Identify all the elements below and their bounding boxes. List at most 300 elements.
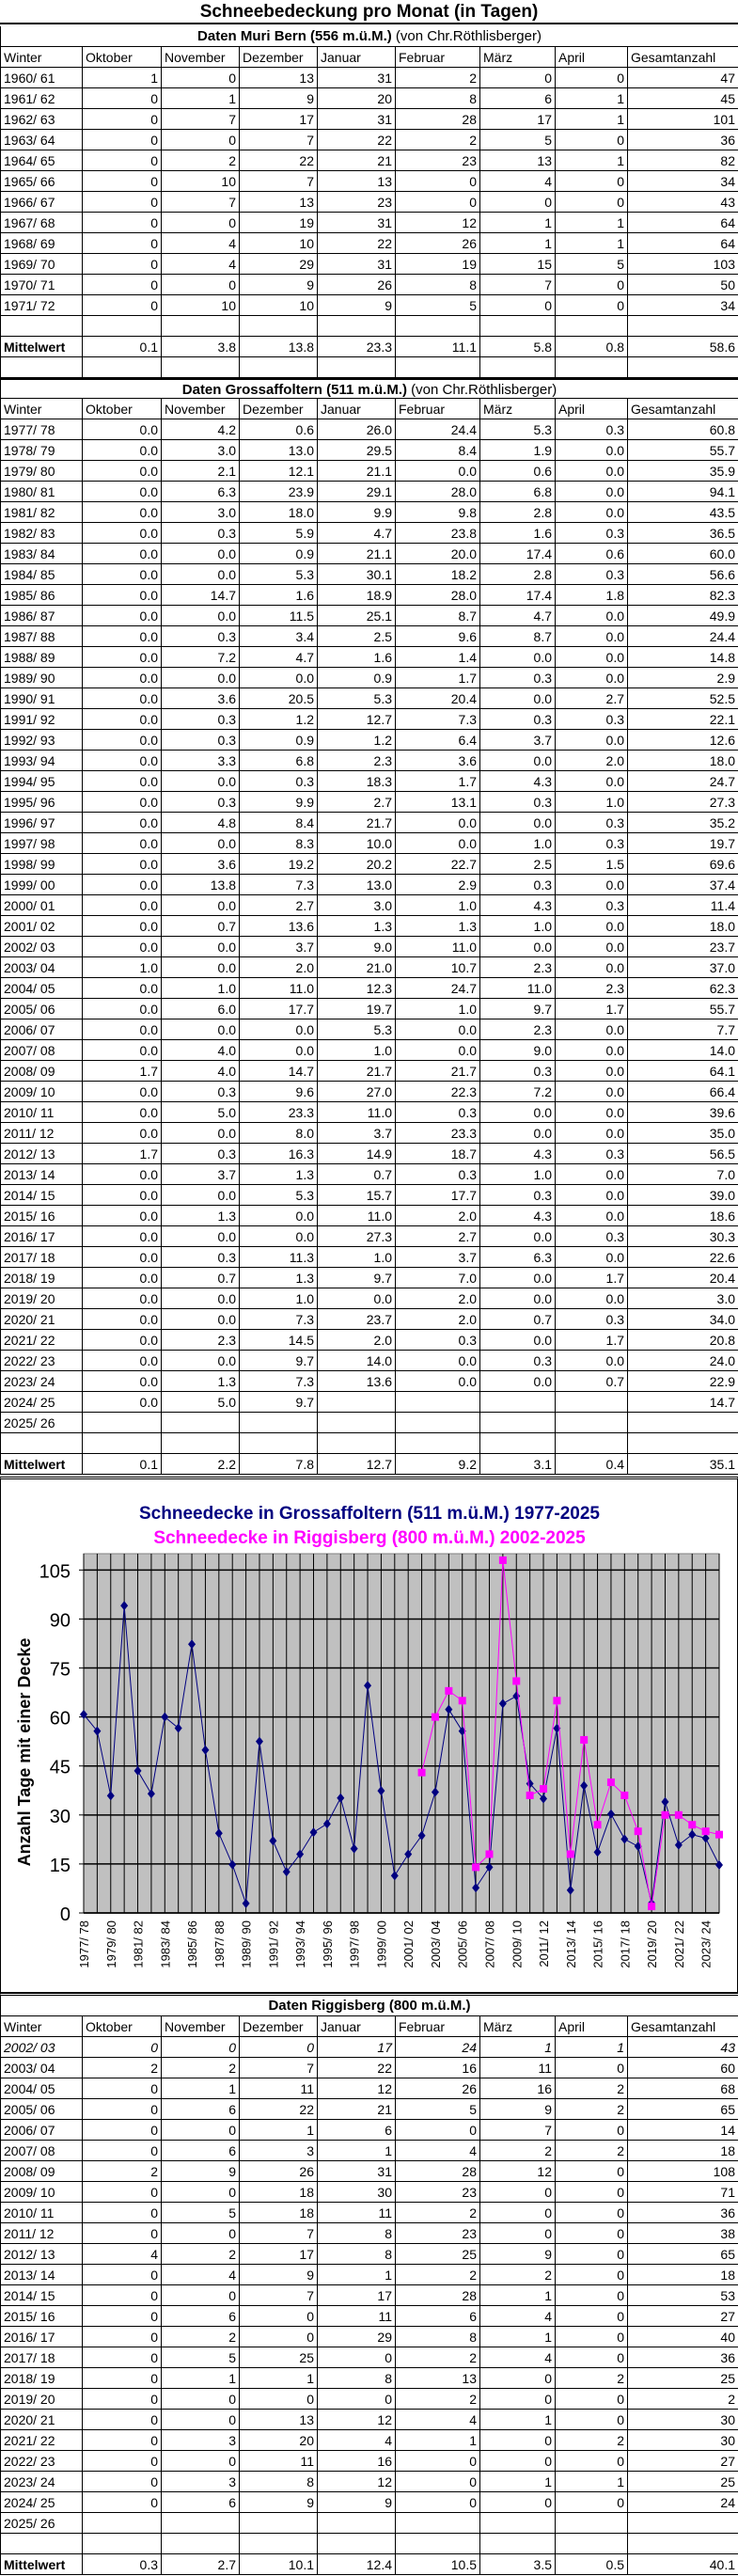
table-cell: 31 [318, 68, 396, 88]
table-cell: 7.7 [628, 1019, 738, 1040]
table-cell: 14.9 [318, 1144, 396, 1164]
table-cell: 0 [83, 2472, 162, 2492]
table-cell: 0.0 [556, 1185, 628, 1206]
table-cell [480, 2513, 556, 2534]
winter-label: 2015/ 16 [1, 1206, 83, 1226]
table-cell [240, 2513, 318, 2534]
table-cell: 2 [396, 130, 480, 150]
table-cell: 30.1 [318, 564, 396, 585]
table-cell: 17 [318, 2285, 396, 2306]
blank-cell [162, 357, 240, 378]
table-cell: 0 [162, 68, 240, 88]
table-cell: 11.5 [240, 606, 318, 626]
table-cell: 29 [318, 2327, 396, 2347]
blank-cell [318, 357, 396, 378]
column-header: Dezember [240, 399, 318, 419]
table-cell: 4 [480, 2306, 556, 2327]
table-cell: 1.0 [318, 1247, 396, 1268]
mean-value: 40.1 [628, 2554, 738, 2575]
y-axis-label: Anzahl Tage mit einer Decke [15, 1637, 34, 1867]
table-cell: 69.6 [628, 854, 738, 875]
table-cell: 1.6 [240, 585, 318, 606]
table-cell: 1.7 [556, 1268, 628, 1288]
winter-label: 1982/ 83 [1, 523, 83, 544]
blank-cell [556, 316, 628, 337]
table-cell: 0.0 [162, 668, 240, 688]
table-cell: 13 [240, 2410, 318, 2430]
blank-cell [1, 316, 83, 337]
table-cell: 7 [240, 2223, 318, 2244]
station-name: Daten Grossaffoltern (511 m.ü.M.) [181, 382, 407, 398]
column-header: November [162, 2016, 240, 2037]
table-cell: 11.3 [240, 1247, 318, 1268]
x-tick-label: 1979/ 80 [103, 1920, 118, 1968]
winter-label: 2000/ 01 [1, 895, 83, 916]
table-cell: 0.0 [556, 875, 628, 895]
table-cell: 0 [556, 2389, 628, 2410]
winter-label: 2005/ 06 [1, 999, 83, 1019]
table-cell: 0.3 [162, 1144, 240, 1164]
table-cell: 0.0 [83, 1123, 162, 1144]
winter-label: 2024/ 25 [1, 1392, 83, 1413]
table-cell: 7 [162, 109, 240, 130]
x-tick-label: 2023/ 24 [699, 1920, 714, 1968]
table-cell: 9.8 [396, 502, 480, 523]
x-tick-label: 2017/ 18 [618, 1920, 633, 1968]
table-cell: 1.0 [83, 957, 162, 978]
table-cell: 19 [396, 254, 480, 275]
table-cell: 4.3 [480, 771, 556, 792]
table-cell: 2 [83, 2058, 162, 2078]
mean-value: 10.5 [396, 2554, 480, 2575]
table-cell: 28 [396, 2161, 480, 2182]
winter-label: 2018/ 19 [1, 1268, 83, 1288]
table-cell: 0.0 [83, 999, 162, 1019]
table-cell: 3 [162, 2430, 240, 2451]
table-cell: 22 [318, 130, 396, 150]
winter-label: 1996/ 97 [1, 813, 83, 833]
table-cell: 5 [480, 130, 556, 150]
table-cell: 0.0 [162, 1288, 240, 1309]
table-cell: 9 [318, 295, 396, 316]
table-cell: 7.2 [162, 647, 240, 668]
table-cell: 1 [480, 233, 556, 254]
table-cell [83, 2513, 162, 2534]
table-cell: 0.0 [480, 1268, 556, 1288]
table-cell: 0.0 [83, 751, 162, 771]
table-cell: 0.0 [83, 875, 162, 895]
blank-cell [556, 1433, 628, 1454]
table-cell: 28.0 [396, 482, 480, 502]
table-cell: 1 [556, 233, 628, 254]
table-cell: 0 [556, 192, 628, 213]
table-cell: 52.5 [628, 688, 738, 709]
mean-value: 11.1 [396, 337, 480, 357]
table-cell: 0 [83, 2182, 162, 2203]
table-cell: 2.3 [556, 978, 628, 999]
table-cell: 0 [83, 2141, 162, 2161]
table-cell: 9.7 [240, 1351, 318, 1371]
table-cell: 0 [480, 2389, 556, 2410]
column-header: April [556, 399, 628, 419]
table-cell: 17.7 [396, 1185, 480, 1206]
table-cell: 0.6 [556, 544, 628, 564]
table-cell: 0.0 [83, 585, 162, 606]
table-cell: 0.0 [83, 978, 162, 999]
table-cell: 0.0 [556, 606, 628, 626]
blank-cell [396, 2534, 480, 2554]
table-cell: 18.9 [318, 585, 396, 606]
table-cell: 0.0 [162, 564, 240, 585]
data-point-riggisberg [459, 1697, 466, 1704]
winter-label: 1979/ 80 [1, 461, 83, 482]
column-header: Januar [318, 47, 396, 68]
column-header: Februar [396, 2016, 480, 2037]
table-cell: 0.0 [83, 1082, 162, 1102]
table-cell: 9.7 [318, 1268, 396, 1288]
table-cell: 37.0 [628, 957, 738, 978]
table-cell: 4 [162, 254, 240, 275]
table-cell: 0.0 [83, 626, 162, 647]
table-cell: 0.0 [396, 1040, 480, 1061]
table-cell: 1.0 [240, 1288, 318, 1309]
table-cell: 26 [396, 233, 480, 254]
table-cell: 0 [556, 295, 628, 316]
table-cell: 0.0 [83, 895, 162, 916]
table-cell: 64 [628, 233, 738, 254]
table-cell [240, 1413, 318, 1433]
table-cell: 24.4 [396, 419, 480, 440]
table-cell: 0.9 [240, 544, 318, 564]
table-cell: 0 [480, 2203, 556, 2223]
winter-label: 2014/ 15 [1, 2285, 83, 2306]
table-cell: 27.0 [318, 1082, 396, 1102]
table-cell: 0.0 [240, 1206, 318, 1226]
table-cell: 10.0 [318, 833, 396, 854]
table-cell: 0.0 [83, 523, 162, 544]
winter-label: 2004/ 05 [1, 978, 83, 999]
table-cell: 4.3 [480, 895, 556, 916]
column-header: November [162, 47, 240, 68]
table-cell: 21 [318, 150, 396, 171]
table-cell: 18.3 [318, 771, 396, 792]
table-cell: 1 [556, 150, 628, 171]
table-cell: 22.9 [628, 1371, 738, 1392]
table-cell: 0.0 [556, 1206, 628, 1226]
table-cell: 55.7 [628, 999, 738, 1019]
table-cell: 23 [396, 2182, 480, 2203]
table-cell: 0 [240, 2306, 318, 2327]
table-cell: 1 [318, 2141, 396, 2161]
table-cell: 19 [240, 213, 318, 233]
table-cell: 23.7 [318, 1309, 396, 1330]
table-cell: 36 [628, 130, 738, 150]
table-cell: 8.4 [396, 440, 480, 461]
table-cell: 7 [162, 192, 240, 213]
table-cell: 0.3 [162, 523, 240, 544]
table-cell: 20 [318, 88, 396, 109]
table-cell: 0.0 [83, 440, 162, 461]
table-cell: 1.0 [480, 1164, 556, 1185]
winter-label: 2006/ 07 [1, 1019, 83, 1040]
x-tick-label: 2013/ 14 [563, 1920, 578, 1968]
table-cell: 0.3 [556, 523, 628, 544]
table-cell: 16.3 [240, 1144, 318, 1164]
blank-cell [628, 2534, 738, 2554]
table-cell: 16 [318, 2451, 396, 2472]
table-cell: 6.0 [162, 999, 240, 1019]
table-cell: 10 [240, 233, 318, 254]
table-cell: 7.3 [240, 1309, 318, 1330]
table-cell: 9 [240, 88, 318, 109]
table-cell: 0 [162, 2120, 240, 2141]
table-cell: 2.5 [318, 626, 396, 647]
table-cell: 64 [628, 213, 738, 233]
table-cell: 12.7 [318, 709, 396, 730]
mean-value: 7.8 [240, 1454, 318, 1475]
table-cell: 0 [83, 2368, 162, 2389]
table-cell: 2 [628, 2389, 738, 2410]
table-cell: 0.0 [556, 1040, 628, 1061]
table-cell: 2.0 [396, 1206, 480, 1226]
table-cell: 22 [318, 2058, 396, 2078]
table-cell: 0.3 [396, 1164, 480, 1185]
table-cell: 0.0 [83, 730, 162, 751]
table-cell: 0 [480, 68, 556, 88]
data-point-riggisberg [594, 1821, 602, 1828]
table-cell: 1 [480, 213, 556, 233]
table-cell: 0.0 [556, 916, 628, 937]
mean-value: 0.1 [83, 337, 162, 357]
table-cell: 9.9 [240, 792, 318, 813]
table-cell: 0 [83, 2492, 162, 2513]
table-cell: 0.0 [480, 1330, 556, 1351]
table-cell: 0.0 [556, 957, 628, 978]
table-cell: 1.3 [162, 1371, 240, 1392]
table-cell: 0.3 [162, 1082, 240, 1102]
table-cell: 0.3 [480, 1185, 556, 1206]
table-cell: 0.3 [556, 1309, 628, 1330]
table-cell: 1 [480, 2037, 556, 2058]
x-tick-label: 2009/ 10 [510, 1920, 525, 1968]
table-cell: 0.0 [240, 1040, 318, 1061]
table-cell: 5 [396, 295, 480, 316]
table-cell: 4 [396, 2141, 480, 2161]
blank-cell [480, 1433, 556, 1454]
table-cell: 2.7 [396, 1226, 480, 1247]
blank-cell [240, 2534, 318, 2554]
table-cell: 0.0 [396, 1371, 480, 1392]
table-cell: 0 [318, 2347, 396, 2368]
y-tick-label: 60 [49, 1708, 71, 1730]
winter-label: 1965/ 66 [1, 171, 83, 192]
winter-label: 2019/ 20 [1, 2389, 83, 2410]
table-cell: 8 [240, 2472, 318, 2492]
table-cell: 36 [628, 2347, 738, 2368]
y-tick-label: 30 [49, 1806, 71, 1827]
table-cell: 9.0 [318, 937, 396, 957]
table-cell: 0.0 [240, 1019, 318, 1040]
table-cell: 0.0 [556, 1061, 628, 1082]
table-cell: 0.0 [162, 937, 240, 957]
table-cell: 0.0 [83, 1392, 162, 1413]
data-point-riggisberg [580, 1736, 588, 1744]
table-cell: 0.3 [556, 833, 628, 854]
table-cell: 1.6 [318, 647, 396, 668]
winter-label: 2017/ 18 [1, 2347, 83, 2368]
table-cell: 0.0 [162, 606, 240, 626]
table-cell: 0 [480, 2430, 556, 2451]
column-header: März [480, 399, 556, 419]
table-cell: 1.4 [396, 647, 480, 668]
table-cell: 21.1 [318, 544, 396, 564]
table-cell: 14.8 [628, 647, 738, 668]
blank-cell [628, 316, 738, 337]
table-cell: 6 [162, 2306, 240, 2327]
table-cell: 0 [83, 130, 162, 150]
table-cell: 0 [83, 150, 162, 171]
winter-label: 2012/ 13 [1, 2244, 83, 2265]
table-cell: 2 [480, 2141, 556, 2161]
table-cell: 1.3 [396, 916, 480, 937]
table-cell: 9.7 [480, 999, 556, 1019]
table-cell: 0.0 [83, 709, 162, 730]
table-cell: 0 [162, 2389, 240, 2410]
mean-label: Mittelwert [1, 337, 83, 357]
page-title: Schneebedeckung pro Monat (in Tagen) [0, 0, 738, 24]
table-cell: 8.7 [480, 626, 556, 647]
winter-label: 2012/ 13 [1, 1144, 83, 1164]
chart-title: Schneedecke in Grossaffoltern (511 m.ü.M.) 1977-2025 [139, 1504, 600, 1524]
table-cell: 0 [396, 2492, 480, 2513]
winter-label: 2015/ 16 [1, 2306, 83, 2327]
table-cell: 21.0 [318, 957, 396, 978]
table-cell: 5.3 [240, 564, 318, 585]
winter-label: 2020/ 21 [1, 2410, 83, 2430]
winter-label: 2019/ 20 [1, 1288, 83, 1309]
table-cell: 6 [396, 2306, 480, 2327]
table-cell: 0.3 [162, 730, 240, 751]
table-cell: 29.1 [318, 482, 396, 502]
table-cell: 24.4 [628, 626, 738, 647]
table-cell: 0.3 [480, 875, 556, 895]
winter-label: 1981/ 82 [1, 502, 83, 523]
column-header: Gesamtanzahl [628, 399, 738, 419]
table-cell: 26.0 [318, 419, 396, 440]
column-header: April [556, 47, 628, 68]
table-cell: 0.0 [162, 833, 240, 854]
table-cell: 24 [396, 2037, 480, 2058]
blank-cell [1, 357, 83, 378]
table-cell: 0 [556, 2244, 628, 2265]
winter-label: 2018/ 19 [1, 2368, 83, 2389]
table-cell: 2.3 [162, 1330, 240, 1351]
table-cell: 0.0 [162, 771, 240, 792]
table-cell: 0 [83, 2203, 162, 2223]
table-cell: 0.9 [240, 730, 318, 751]
table-cell: 0.0 [556, 440, 628, 461]
winter-label: 1993/ 94 [1, 751, 83, 771]
table-cell: 23 [396, 150, 480, 171]
table-cell: 0.7 [162, 916, 240, 937]
table-cell: 1 [556, 213, 628, 233]
blank-cell [556, 357, 628, 378]
table-cell: 9 [240, 2265, 318, 2285]
table-cell: 5 [396, 2099, 480, 2120]
table-cell: 0.3 [480, 1351, 556, 1371]
column-header: November [162, 399, 240, 419]
table-cell: 0.0 [83, 1185, 162, 1206]
data-point-riggisberg [607, 1778, 615, 1786]
table-cell: 11 [240, 2451, 318, 2472]
table-cell: 18.2 [396, 564, 480, 585]
table-cell: 6 [318, 2120, 396, 2141]
x-tick-label: 1999/ 00 [374, 1920, 389, 1968]
table-cell: 1 [480, 2327, 556, 2347]
table-cell: 3.7 [480, 730, 556, 751]
table-cell: 0 [556, 171, 628, 192]
table-cell: 7 [240, 2285, 318, 2306]
table-cell: 68 [628, 2078, 738, 2099]
blank-cell [396, 357, 480, 378]
winter-label: 1983/ 84 [1, 544, 83, 564]
table-cell: 21.7 [318, 813, 396, 833]
table-cell: 2.9 [396, 875, 480, 895]
table-cell: 0 [162, 275, 240, 295]
table-riggisberg [0, 1993, 738, 2575]
table-cell: 0 [556, 2058, 628, 2078]
table-cell: 0.0 [83, 482, 162, 502]
table-cell: 0.3 [556, 895, 628, 916]
table-cell: 5 [162, 2347, 240, 2368]
column-header: Gesamtanzahl [628, 2016, 738, 2037]
table-cell: 0 [83, 2037, 162, 2058]
table-cell: 3.3 [162, 751, 240, 771]
table-cell: 17 [318, 2037, 396, 2058]
mean-label: Mittelwert [1, 1454, 83, 1475]
table-cell [162, 2513, 240, 2534]
table-cell: 0.0 [556, 771, 628, 792]
table-cell: 8 [396, 275, 480, 295]
table-cell: 7.3 [240, 1371, 318, 1392]
table-cell: 0 [480, 2451, 556, 2472]
table-cell: 2.0 [556, 751, 628, 771]
table-cell: 0 [556, 2223, 628, 2244]
table-cell: 0 [83, 2306, 162, 2327]
table-cell: 0 [556, 275, 628, 295]
table-cell: 0.0 [83, 1206, 162, 1226]
plot-area [84, 1554, 719, 1913]
x-tick-label: 1983/ 84 [158, 1920, 173, 1968]
x-tick-label: 1997/ 98 [347, 1920, 362, 1968]
table-cell: 14.7 [162, 585, 240, 606]
x-tick-label: 1987/ 88 [212, 1920, 227, 1968]
table-cell: 7 [480, 2120, 556, 2141]
table-cell: 0 [83, 2285, 162, 2306]
table-cell: 0.0 [83, 1371, 162, 1392]
table-cell: 18.0 [240, 502, 318, 523]
table-cell: 18.7 [396, 1144, 480, 1164]
table-cell: 9 [480, 2099, 556, 2120]
table-cell: 20.8 [628, 1330, 738, 1351]
x-tick-label: 2011/ 12 [537, 1920, 552, 1968]
table-cell: 49.9 [628, 606, 738, 626]
table-cell: 1 [556, 2472, 628, 2492]
winter-label: 2003/ 04 [1, 2058, 83, 2078]
table-cell: 34 [628, 171, 738, 192]
table-cell: 1 [556, 2037, 628, 2058]
table-cell: 9.9 [318, 502, 396, 523]
